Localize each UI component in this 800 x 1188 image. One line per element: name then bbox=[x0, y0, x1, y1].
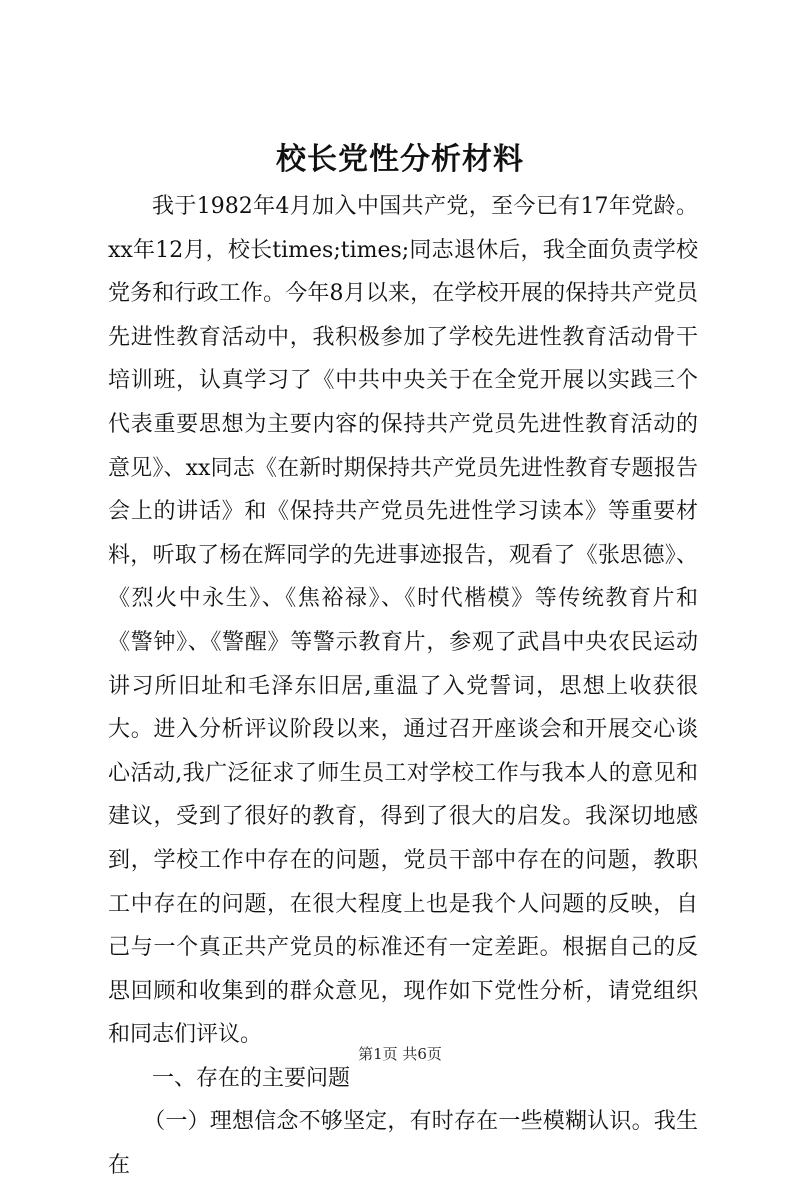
section-heading: 一、存在的主要问题 bbox=[152, 1065, 351, 1091]
subsection-paragraph: （一）理想信念不够坚定，有时存在一些模糊认识。我生在 bbox=[108, 1109, 698, 1179]
document-body bbox=[108, 185, 698, 1188]
page-footer: 第1页 共6页 bbox=[358, 1045, 442, 1063]
intro-paragraph: 我于1982年4月加入中国共产党，至今已有17年党龄。xx年12月，校长times;times;同志退休后，我全面负责学校党务和行政工作。今年8月以来，在学校开展的保持共产党员先进性教育活动中，我积极参加了学校先进性教育活动骨干培训班，认真学习了《中共中央关于在全党开展以实践三个代表重要思想为主要内容的保持共产党员先进性教育活动的意见》、xx同志《在新时期保持共产党员先进性教育专题报告会上的讲话》和《保持共产党员先进性学习读本》等重要材料，听取了杨在辉同学的先进事迹报告，观看了《张思德》、《烈火中永生》、《焦裕禄》、《时代楷模》等传统教育片和《警钟》、《警醒》等警示教育片，参观了武昌中央农民运动讲习所旧址和毛泽东旧居,重温了入党誓词，思想上收获很大。进入分析评议阶段以来，通过召开座谈会和开展交心谈心活动,我广泛征求了师生员工对学校工作与我本人的意见和建议，受到了很好的教育，得到了很大的启发。我深切地感到，学校工作中存在的问题，党员干部中存在的问题，教职工中存在的问题，在很大程度上也是我个人问题的反映，自己与一个真正共产党员的标准还有一定差距。根据自己的反思回顾和收集到的群众意见，现作如下党性分析，请党组织和同志们评议。 bbox=[108, 194, 698, 1048]
document-title: 校长党性分析材料 bbox=[276, 142, 524, 177]
